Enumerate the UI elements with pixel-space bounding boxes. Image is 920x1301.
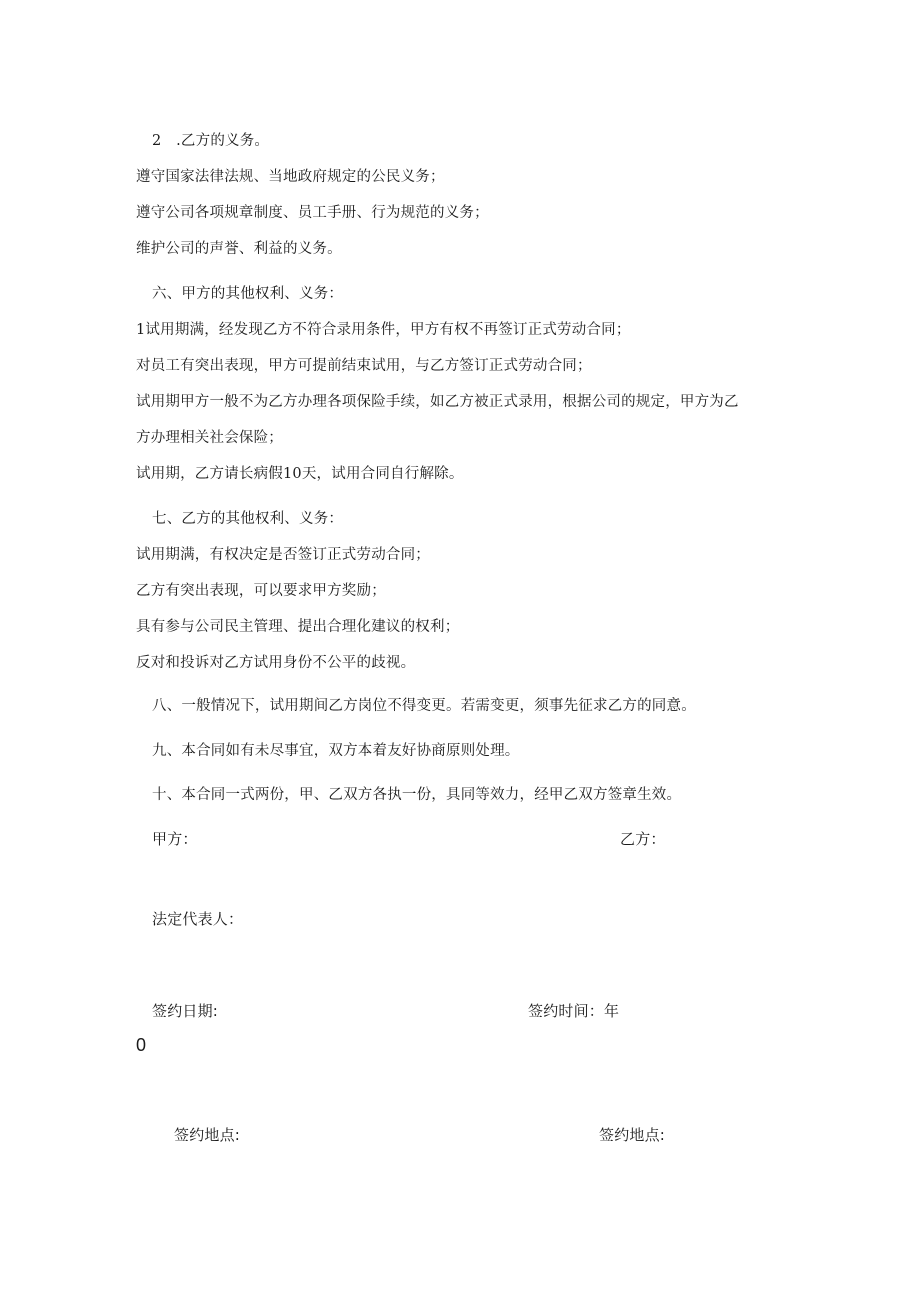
section-7-item: 试用期满，有权决定是否签订正式劳动合同； [136, 547, 430, 563]
section-2-item: 遵守国家法律法规、当地政府规定的公民义务； [136, 169, 445, 185]
sign-time-label: 签约时间：年 [528, 1002, 620, 1020]
party-a-label: 甲方： [152, 830, 198, 848]
sign-date-label: 签约日期: [152, 1002, 219, 1020]
section-2-heading: 2 .乙方的义务。 [152, 133, 270, 149]
section-2-item: 遵守公司各项规章制度、员工手册、行为规范的义务； [136, 205, 489, 221]
section-10: 十、本合同一式两份，甲、乙双方各执一份，具同等效力，经甲乙双方签章生效。 [152, 787, 682, 803]
section-7-item: 反对和投诉对乙方试用身份不公平的歧视。 [136, 655, 416, 671]
section-9: 九、本合同如有未尽事宜，双方本着友好协商原则处理。 [152, 743, 520, 759]
section-2-item: 维护公司的声誉、利益的义务。 [136, 241, 342, 257]
section-7-item: 乙方有突出表现，可以要求甲方奖励； [136, 583, 386, 599]
section-6-heading: 六、甲方的其他权利、义务： [152, 286, 344, 302]
section-6-item: 试用期甲方一般不为乙方办理各项保险手续，如乙方被正式录用，根据公司的规定，甲方为乙 [136, 394, 739, 410]
party-b-label: 乙方： [620, 830, 666, 848]
section-6-item: 1试用期满，经发现乙方不符合录用条件，甲方有权不再签订正式劳动合同； [136, 322, 631, 338]
sign-place-b-label: 签约地点: [599, 1126, 666, 1144]
sign-place-a-label: 签约地点: [174, 1126, 241, 1144]
section-6-item-continued: 方办理相关社会保险； [136, 430, 283, 446]
section-6-item: 对员工有突出表现，甲方可提前结束试用，与乙方签订正式劳动合同； [136, 358, 592, 374]
section-7-heading: 七、乙方的其他权利、义务： [152, 511, 344, 527]
section-6-item: 试用期，乙方请长病假10天，试用合同自行解除。 [136, 466, 464, 482]
section-8: 八、一般情况下，试用期间乙方岗位不得变更。若需变更，须事先征求乙方的同意。 [152, 698, 696, 714]
legal-representative-label: 法定代表人： [152, 910, 244, 928]
section-7-item: 具有参与公司民主管理、提出合理化建议的权利； [136, 619, 460, 635]
stray-zero: 0 [136, 1035, 147, 1055]
